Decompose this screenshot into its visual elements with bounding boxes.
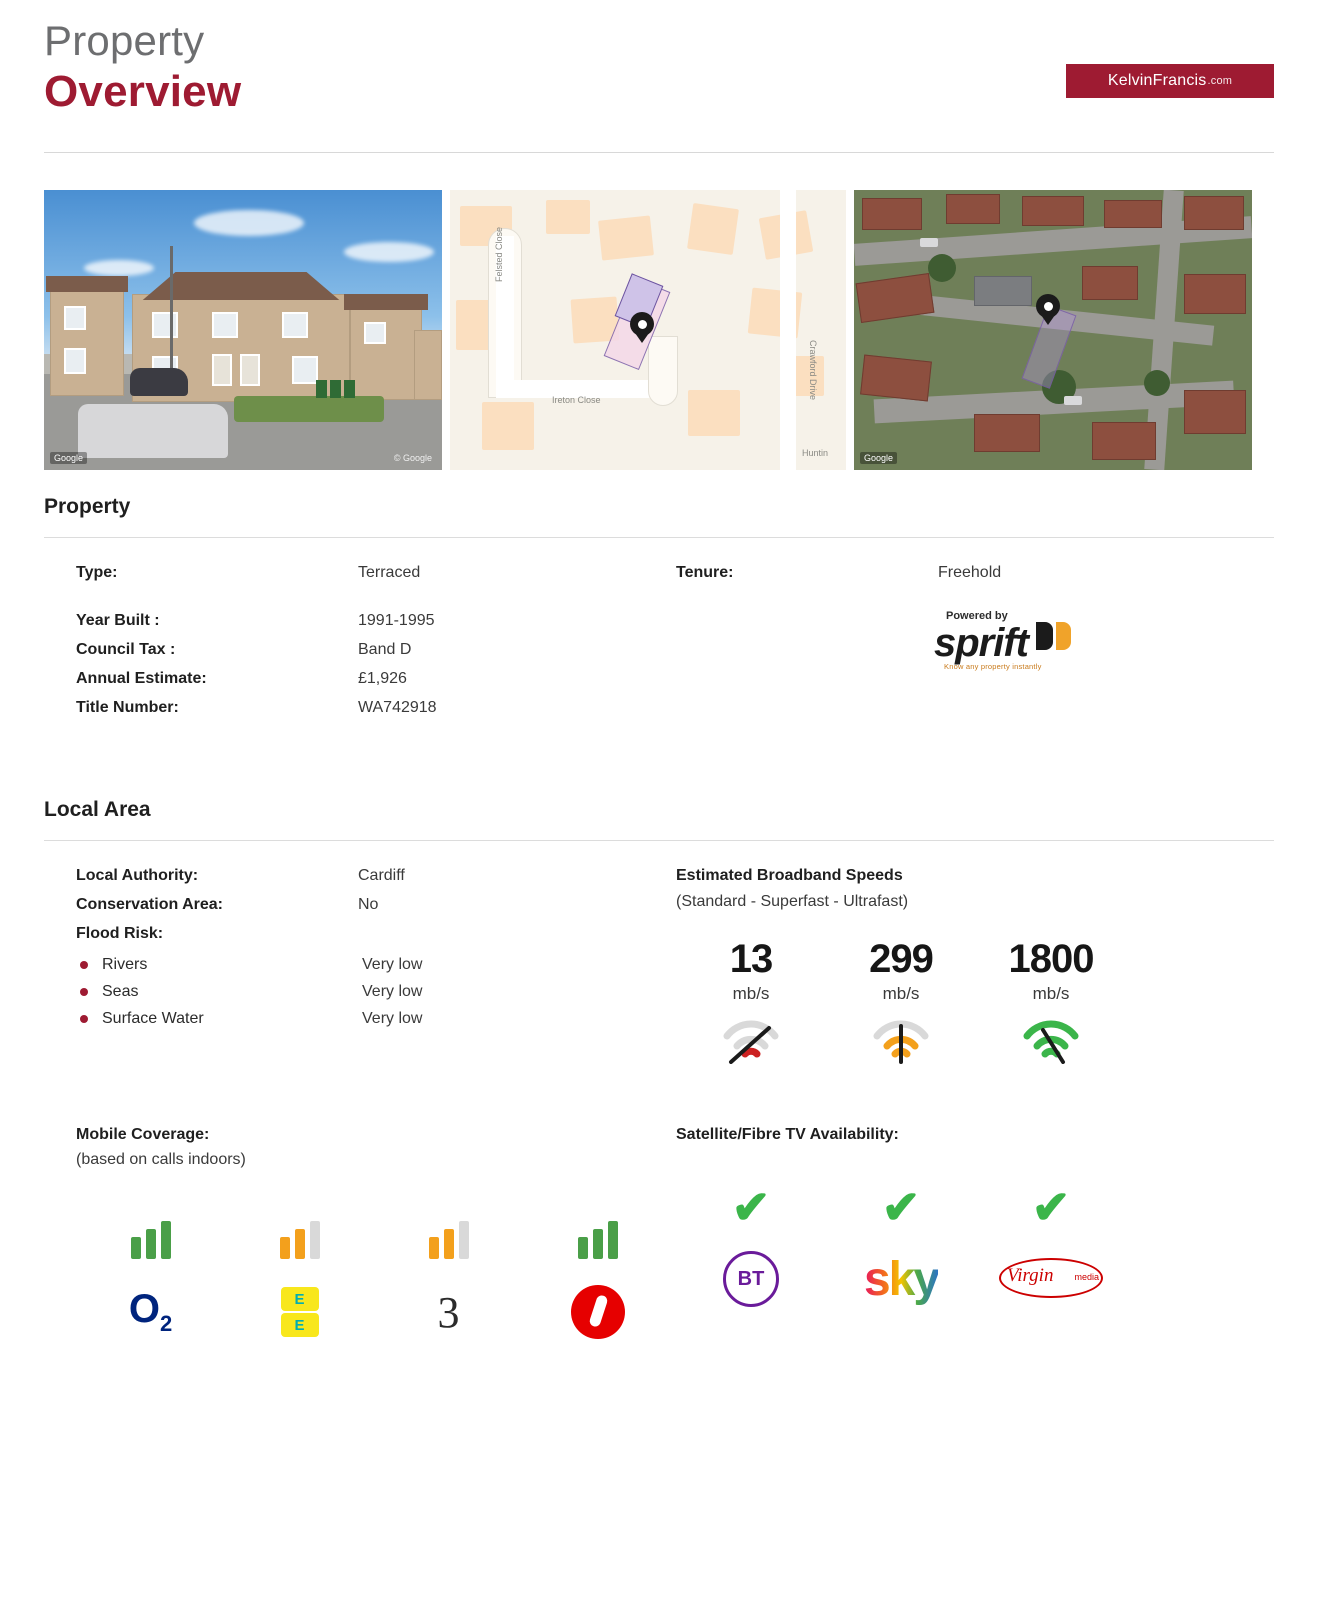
- check-icon: ✔: [731, 1181, 771, 1233]
- flood-risk-surface-water: [76, 1010, 672, 1028]
- property-section-title: Property: [44, 495, 131, 518]
- virgin-media-logo-icon: [976, 1248, 1126, 1310]
- property-field-council-tax: [76, 641, 672, 659]
- virgin-logo-text: Virgin: [1007, 1265, 1054, 1286]
- speed-value: 299: [869, 937, 933, 981]
- broadband-subtitle: (Standard - Superfast - Ultrafast): [676, 893, 909, 910]
- map-label-hunting: Huntin: [802, 448, 829, 458]
- three-logo-icon: 3: [437, 1287, 460, 1337]
- speed-superfast: [826, 937, 976, 1064]
- property-images: [44, 190, 1274, 470]
- field-conservation-area: [76, 896, 672, 914]
- field-flood-risk: [76, 925, 672, 943]
- property-section: [44, 564, 1274, 728]
- brand-logo: [1066, 64, 1274, 98]
- speed-unit: mb/s: [882, 984, 920, 1003]
- vodafone-logo-icon: [523, 1281, 672, 1343]
- flood-value: Very low: [362, 983, 423, 1000]
- broadband-block: [672, 867, 1274, 1064]
- field-label: Tenure:: [676, 564, 734, 581]
- title-line-1: Property: [44, 17, 205, 64]
- field-value: No: [358, 896, 379, 913]
- field-value: Terraced: [358, 564, 421, 581]
- signal-bars-icon: [76, 1215, 225, 1259]
- wifi-icon-ultrafast: [976, 1018, 1126, 1064]
- field-label: Local Authority:: [76, 867, 199, 884]
- ee-logo-icon: E E: [225, 1281, 374, 1343]
- carrier-o2: [76, 1215, 225, 1343]
- page-title: [44, 17, 242, 116]
- property-section-divider: [44, 537, 1274, 538]
- local-area-section: [44, 867, 1274, 1064]
- field-value: £1,926: [358, 670, 407, 687]
- flood-label: Seas: [102, 983, 139, 1000]
- sprift-tagline: Know any property instantly: [944, 662, 1042, 671]
- location-map-image: [450, 190, 846, 470]
- flood-label: Surface Water: [102, 1010, 204, 1027]
- map-label-crawford-drive: Crawford Drive: [808, 340, 818, 401]
- flood-value: Very low: [362, 956, 423, 973]
- google-attribution: © Google: [393, 453, 432, 463]
- local-area-section-title: Local Area: [44, 798, 151, 821]
- aerial-view-image: [854, 190, 1252, 470]
- o2-logo-icon: $O_2$: [128, 1287, 173, 1336]
- carrier-vodafone: [523, 1215, 672, 1343]
- speed-value: 13: [729, 937, 773, 981]
- sprift-logo: [934, 610, 1114, 671]
- flood-label: Rivers: [102, 956, 148, 973]
- brand-suffix: .com: [1207, 75, 1233, 87]
- field-label: Year Built :: [76, 612, 160, 629]
- field-local-authority: [76, 867, 672, 885]
- field-label: Annual Estimate:: [76, 670, 207, 687]
- bt-logo-icon: [676, 1248, 826, 1310]
- broadband-speeds: [676, 937, 1274, 1064]
- property-field-tenure: [676, 564, 1274, 582]
- tv-provider-virgin: [976, 1181, 1126, 1310]
- property-field-annual-estimate: [76, 670, 672, 688]
- field-label: Council Tax :: [76, 641, 176, 658]
- check-icon: ✔: [881, 1181, 921, 1233]
- sky-logo-icon: [826, 1248, 976, 1310]
- tv-availability-block: [672, 1126, 1274, 1343]
- flood-risk-rivers: [76, 956, 672, 974]
- page-header: [44, 0, 1274, 114]
- wifi-icon-superfast: [826, 1018, 976, 1064]
- brand-name: KelvinFrancis: [1107, 72, 1207, 89]
- carrier-three: [374, 1215, 523, 1343]
- property-field-title-number: [76, 699, 672, 717]
- bullet-icon: [80, 961, 88, 969]
- carrier-ee: [225, 1215, 374, 1343]
- field-value: Freehold: [938, 564, 1002, 581]
- title-line-2: Overview: [44, 67, 242, 116]
- mobile-coverage-block: [44, 1126, 672, 1343]
- speed-ultrafast: [976, 937, 1126, 1064]
- speed-standard: [676, 937, 826, 1064]
- mobile-coverage-title: Mobile Coverage:: [76, 1126, 210, 1143]
- signal-bars-icon: [225, 1215, 374, 1259]
- field-label: Type:: [76, 564, 118, 581]
- broadband-title: Estimated Broadband Speeds: [676, 867, 903, 884]
- sprift-wordmark: sprift: [934, 621, 1028, 665]
- bullet-icon: [80, 988, 88, 996]
- local-area-section-divider: [44, 840, 1274, 841]
- map-label-felsted-close: Felsted Close: [494, 226, 504, 282]
- wifi-icon-standard: [676, 1018, 826, 1064]
- flood-risk-seas: [76, 983, 672, 1001]
- tv-provider-sky: [826, 1181, 976, 1310]
- check-icon: ✔: [1031, 1181, 1071, 1233]
- coverage-section: [44, 1126, 1274, 1343]
- map-label-ireton-close: Ireton Close: [552, 395, 601, 405]
- virgin-media-subtext: media: [1074, 1272, 1099, 1282]
- field-value: WA742918: [358, 699, 437, 716]
- signal-bars-icon: [523, 1215, 672, 1259]
- header-divider: [44, 152, 1274, 153]
- flood-value: Very low: [362, 1010, 423, 1027]
- bullet-icon: [80, 1015, 88, 1023]
- field-label: Flood Risk:: [76, 925, 164, 942]
- map-location-pin: [630, 312, 654, 342]
- property-field-type: [76, 564, 672, 582]
- tv-providers: [676, 1181, 1274, 1310]
- speed-value: 1800: [1008, 937, 1094, 981]
- street-view-image: [44, 190, 442, 470]
- field-value: Cardiff: [358, 867, 405, 884]
- mobile-coverage-subtitle: (based on calls indoors): [76, 1151, 246, 1168]
- tv-availability-title: Satellite/Fibre TV Availability:: [676, 1126, 899, 1143]
- field-value: Band D: [358, 641, 412, 658]
- aerial-location-pin: [1036, 294, 1060, 324]
- mobile-carriers: [76, 1215, 672, 1343]
- field-label: Title Number:: [76, 699, 179, 716]
- field-value: 1991-1995: [358, 612, 435, 629]
- sprift-mark-icon: [1036, 622, 1071, 650]
- google-watermark-aerial: Google: [860, 452, 897, 464]
- tv-provider-bt: [676, 1181, 826, 1310]
- google-watermark: Google: [50, 452, 87, 464]
- bt-logo-text: BT: [723, 1251, 779, 1307]
- property-fields-left: [44, 564, 672, 728]
- property-fields-right: [672, 564, 1274, 728]
- sky-logo-text: sky: [863, 1252, 939, 1306]
- sprift-powered-by: Powered by: [946, 610, 1008, 622]
- speed-unit: mb/s: [1032, 984, 1070, 1003]
- property-field-year-built: [76, 612, 672, 630]
- speed-unit: mb/s: [732, 984, 770, 1003]
- local-area-fields: [44, 867, 672, 1064]
- field-label: Conservation Area:: [76, 896, 223, 913]
- signal-bars-icon: [374, 1215, 523, 1259]
